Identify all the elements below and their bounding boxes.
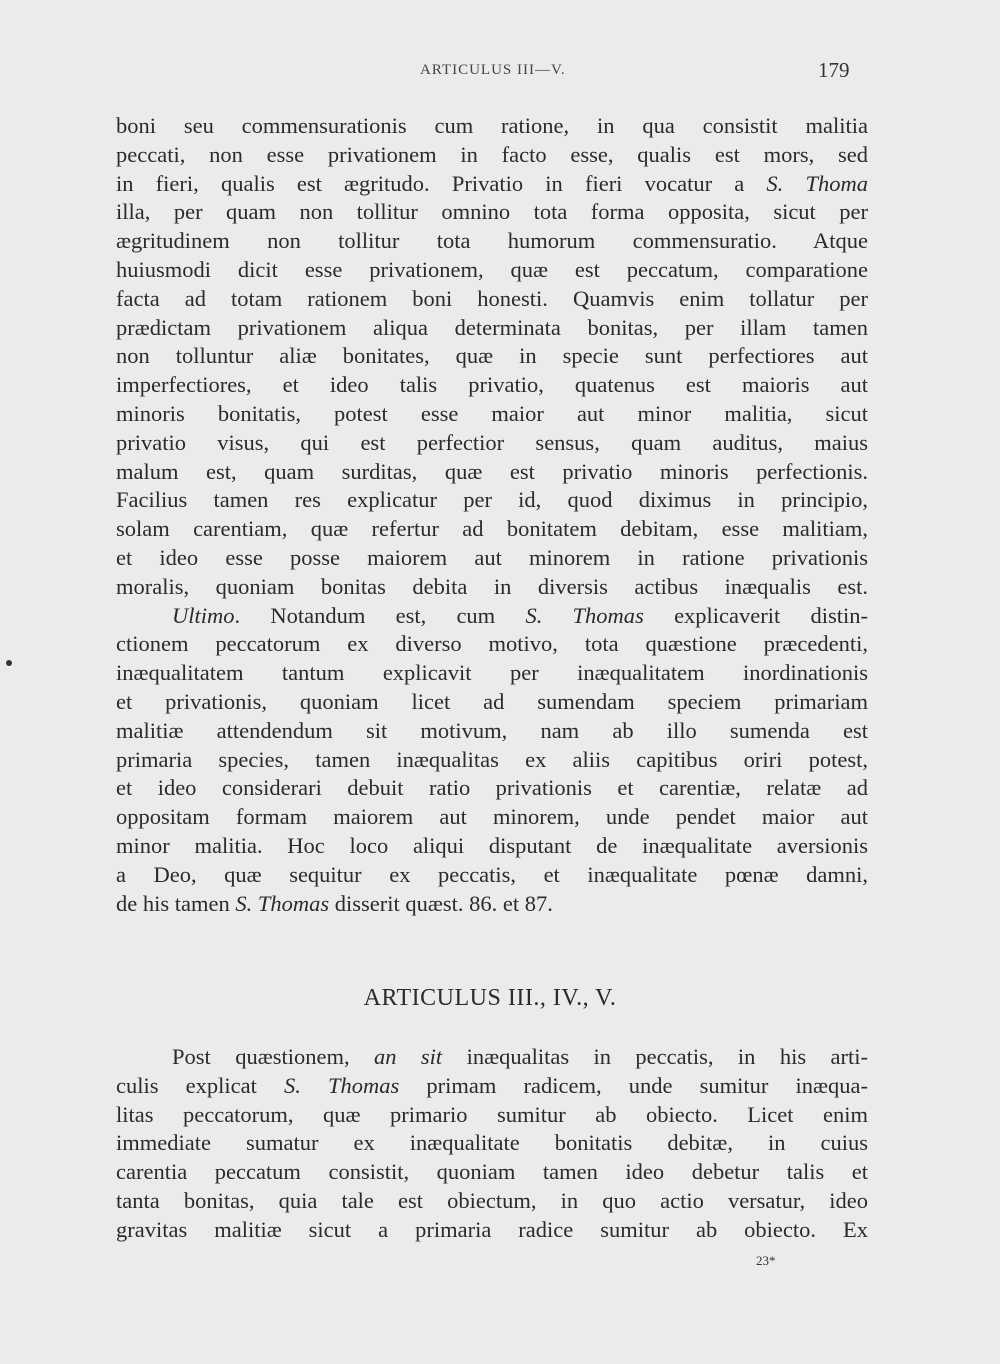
text-line: carentia peccatum consistit, quoniam tamen ideo debetur talis et xyxy=(116,1159,868,1185)
paragraph-continued xyxy=(116,112,868,918)
text-line: de his tamen S. Thomas disserit quæst. 86. et 87. xyxy=(116,890,553,916)
text-line: in fieri, qualis est ægritudo. Privatio in fieri vocatur a S. Thoma xyxy=(116,170,868,196)
paragraph xyxy=(116,1043,868,1245)
text-line: tanta bonitas, quia tale est obiectum, in quo actio versatur, ideo xyxy=(116,1187,868,1213)
text-line: peccati, non esse privationem in facto esse, qualis est mors, sed xyxy=(116,141,868,167)
margin-speck xyxy=(6,660,12,666)
text-line: ægritudinem non tollitur tota humorum commensuratio. Atque xyxy=(116,228,868,254)
text-line: gravitas malitiæ sicut a primaria radice sumitur ab obiecto. Ex xyxy=(116,1216,868,1242)
text-line: prædictam privationem aliqua determinata bonitas, per illam tamen xyxy=(116,314,868,340)
text-line: solam carentiam, quæ refertur ad bonitatem debitam, esse malitiam, xyxy=(116,516,868,542)
running-head: ARTICULUS III—V. xyxy=(420,62,566,78)
text-line: minoris bonitatis, potest esse maior aut minor malitia, sicut xyxy=(116,400,868,426)
text-line: ctionem peccatorum ex diverso motivo, tota quæstione præcedenti, xyxy=(116,631,868,657)
text-line: non tolluntur aliæ bonitates, quæ in specie sunt perfectiores aut xyxy=(116,343,868,369)
text-line: minor malitia. Hoc loco aliqui disputant de inæqualitate aversionis xyxy=(116,832,868,858)
text-line: moralis, quoniam bonitas debita in diversis actibus inæqualis est. xyxy=(116,573,868,599)
section-heading: ARTICULUS III., IV., V. xyxy=(363,985,617,1011)
text-line: primaria species, tamen inæqualitas ex aliis capitibus oriri potest, xyxy=(116,746,868,772)
text-line: a Deo, quæ sequitur ex peccatis, et inæqualitate pœnæ damni, xyxy=(116,861,868,887)
text-line: et ideo considerari debuit ratio privationis et carentiæ, relatæ ad xyxy=(116,775,868,801)
text-line: et ideo esse posse maiorem aut minorem in ratione privationis xyxy=(116,544,868,570)
text-line: malitiæ attendendum sit motivum, nam ab illo sumenda est xyxy=(116,717,868,743)
text-line: privatio visus, qui est perfectior sensus, quam auditus, maius xyxy=(116,429,868,455)
text-line: facta ad totam rationem boni honesti. Quamvis enim tollatur per xyxy=(116,285,868,311)
signature-mark: 23* xyxy=(756,1253,776,1268)
text-line: boni seu commensurationis cum ratione, in qua consistit malitia xyxy=(116,113,868,138)
text-line: Ultimo. Notandum est, cum S. Thomas explicaverit distin- xyxy=(172,602,868,628)
text-line: illa, per quam non tollitur omnino tota forma opposita, sicut per xyxy=(116,199,868,225)
text-line: oppositam formam maiorem aut minorem, unde pendet maior aut xyxy=(116,804,868,830)
text-line: inæqualitatem tantum explicavit per inæqualitatem inordinationis xyxy=(116,660,868,686)
text-line: huiusmodi dicit esse privationem, quæ est peccatum, comparatione xyxy=(116,256,868,282)
text-line: litas peccatorum, quæ primario sumitur ab obiecto. Licet enim xyxy=(116,1101,868,1127)
page-number: 179 xyxy=(818,58,850,82)
text-line: Post quæstionem, an sit inæqualitas in peccatis, in his arti- xyxy=(172,1044,869,1069)
text-line: imperfectiores, et ideo talis privatio, quatenus est maioris aut xyxy=(116,372,868,398)
text-line: malum est, quam surditas, quæ est privatio minoris perfectionis. xyxy=(116,458,868,484)
text-line: culis explicat S. Thomas primam radicem, unde sumitur inæqua- xyxy=(116,1072,868,1098)
text-line: immediate sumatur ex inæqualitate bonitatis debitæ, in cuius xyxy=(116,1130,868,1156)
text-line: et privationis, quoniam licet ad sumendam speciem primariam xyxy=(116,688,868,714)
text-line: Facilius tamen res explicatur per id, quod diximus in principio, xyxy=(116,487,868,513)
